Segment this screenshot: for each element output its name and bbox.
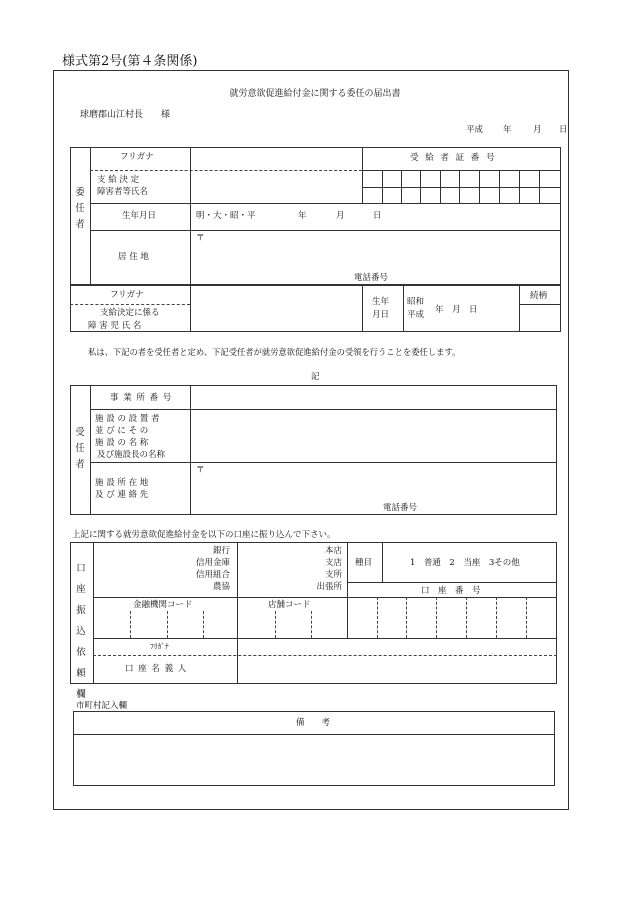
bank-type-3: 農協 xyxy=(212,582,230,592)
office-number-label: 事 業 所 番 号 xyxy=(110,393,173,403)
account-furigana-label: ﾌﾘｶﾞﾅ xyxy=(150,642,169,651)
institution-code-label: 金融機関コード xyxy=(133,600,193,610)
address-label: 居 住 地 xyxy=(118,252,149,262)
child-name-label-2: 障 害 児 氏 名 xyxy=(88,321,142,331)
account-number-label: 口 座 番 号 xyxy=(421,586,481,596)
child-name-label-1: 支給決定に係る xyxy=(100,308,160,318)
account-type-label: 種目 xyxy=(355,558,373,568)
birth-eras: 明・大・昭・平 xyxy=(196,211,256,221)
bank-type-2: 信用組合 xyxy=(195,570,230,580)
child-furigana-label: フリガナ xyxy=(110,290,144,300)
municipality-label: 市町村記入欄 xyxy=(76,701,128,711)
document-title: 就労意欲促進給付金に関する委任の届出書 xyxy=(229,89,401,99)
delegate-side-label: 受任者 xyxy=(75,427,85,470)
form-number: 様式第2号(第４条関係) xyxy=(62,54,198,69)
branch-code-label: 店舗コード xyxy=(268,600,311,610)
transfer-instruction: 上記に関する就労意欲促進給付金を以下の口座に振り込んで下さい。 xyxy=(72,530,336,540)
account-side-label: 口座振込依頼欄 xyxy=(76,563,86,700)
addressee: 球磨郡山江村長 様 xyxy=(80,110,171,120)
delegator-name-label-2: 障害者等氏名 xyxy=(97,187,149,197)
phone-label: 電話番号 xyxy=(354,273,389,283)
branch-type-3: 出張所 xyxy=(316,582,342,592)
account-holder-label: 口 座 名 義 人 xyxy=(125,664,188,674)
bank-type-1: 信用金庫 xyxy=(195,558,230,568)
delegator-furigana-label: フリガナ xyxy=(120,152,154,162)
bank-type-0: 銀行 xyxy=(212,546,230,556)
postal-mark: 〒 xyxy=(196,233,205,243)
account-type-options: 1 普通 2 当座 3その他 xyxy=(410,558,520,568)
branch-type-0: 本店 xyxy=(324,546,342,556)
remarks-label: 備 考 xyxy=(296,718,331,728)
recipient-number-label: 受 給 者 証 番 号 xyxy=(410,153,497,163)
branch-type-1: 支店 xyxy=(324,558,342,568)
relationship-label: 続柄 xyxy=(530,291,548,301)
birth-date-label: 生年月日 xyxy=(122,211,157,221)
delegator-name-label-1: 支 給 決 定 xyxy=(97,175,140,185)
delegator-side-label: 委任者 xyxy=(75,187,85,230)
record-label: 記 xyxy=(311,372,320,382)
statement: 私は、下記の者を受任者と定め、下記受任者が就労意欲促進給付金の受領を行うことを委任します。 xyxy=(88,347,461,357)
branch-type-2: 支所 xyxy=(324,570,342,580)
